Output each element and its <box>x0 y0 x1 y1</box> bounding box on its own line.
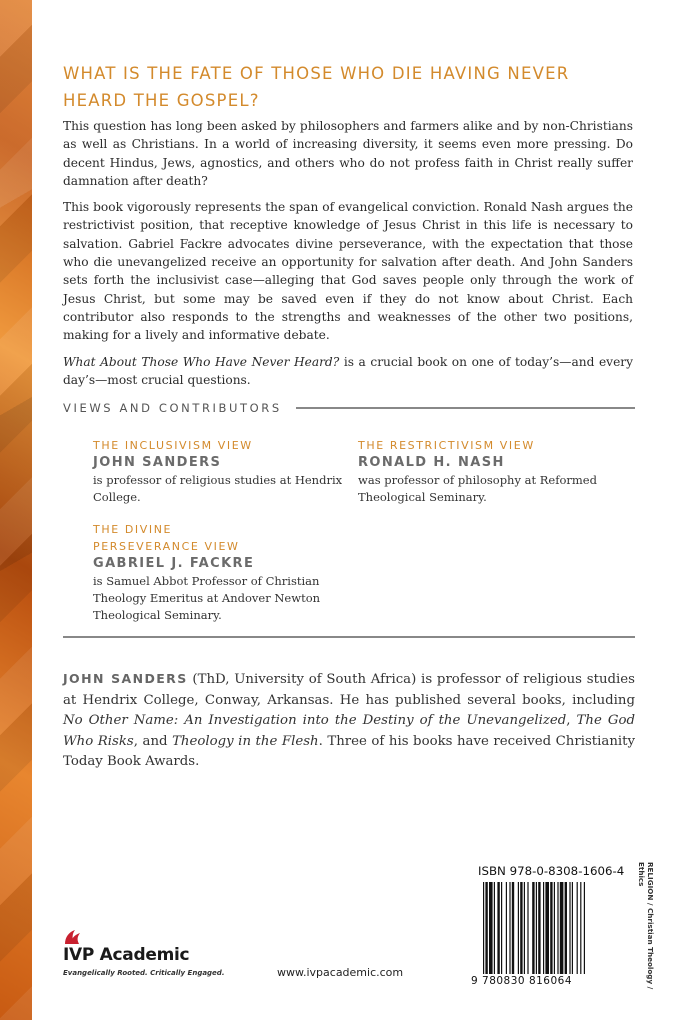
barcode-bar <box>485 882 487 974</box>
bio-author-name: JOHN SANDERS <box>63 671 188 686</box>
bio-text-1: (ThD, University of South Africa) is professor of religious studies at Hendrix College, Conway, Arkansas. He has published several books, including <box>63 672 635 708</box>
publisher-logo <box>63 929 225 979</box>
restrictivism-view-label: THE RESTRICTIVISM VIEW <box>358 439 535 452</box>
barcode-digits: 9 780830 816064 <box>471 975 573 987</box>
bio-book-3: Theology in the Flesh <box>172 733 319 749</box>
intro-paragraph-3-rest: is a crucial book on one of today’s—and every day’s—most crucial questions. <box>63 354 633 387</box>
barcode-bar <box>565 882 567 974</box>
inclusivism-contributor-name: JOHN SANDERS <box>93 455 222 470</box>
publisher-url[interactable]: www.ivpacademic.com <box>277 966 404 979</box>
views-heading-rule <box>296 407 635 409</box>
author-bio <box>63 669 635 773</box>
views-heading <box>63 401 635 415</box>
ivp-flame-icon <box>63 929 83 945</box>
section-divider <box>63 636 635 638</box>
intro-paragraph-2: This book vigorously represents the span of evangelical conviction. Ronald Nash argues the restrictivist position, that receptive knowledge of Jesus Christ in this life is necessary to salvation. Gabriel Fackre advocates divine perseverance, with the expectation that those who die unevangelized receive an opportunity for salvation after death. And John Sanders sets forth the inclusivist case—alleging that God saves people only through the work of Jesus Christ, but some may be saved even if they do not know about Christ. Each contributor also responds to the strengths and weaknesses of the other two positions, making for a lively and informative debate. <box>63 200 633 343</box>
barcode-bar <box>557 882 558 974</box>
barcode-bar <box>584 882 585 974</box>
bio-book-1: No Other Name: An Investigation into the Destiny of the Unevangelized <box>63 713 567 728</box>
publisher-name: IVP Academic <box>63 945 190 965</box>
barcode-bar <box>527 882 528 974</box>
bio-text-2: , <box>566 713 577 728</box>
intro-paragraph-1: This question has long been asked by philosophers and farmers alike and by non-Christians as well as Christians. In a world of increasing diversity, it seems even more pressing. Do decent Hindus, Jews, agnostics, and others who do not profess faith in Christ really suffer damnation after death? <box>63 119 633 188</box>
barcode-bar <box>483 882 484 974</box>
restrictivism-view <box>358 437 608 506</box>
barcode-bar <box>512 882 514 974</box>
bio-book-2: The God Who Risks <box>63 713 635 749</box>
bio-text-3: , and <box>133 733 173 749</box>
barcode-bar <box>497 882 499 974</box>
barcode-bar <box>532 882 534 974</box>
barcode-bar <box>554 882 555 974</box>
divine-contributor-desc: is Samuel Abbot Professor of Christian Theology Emeritus at Andover Newton Theological Seminary. <box>93 574 321 622</box>
inclusivism-view <box>93 437 343 506</box>
intro-paragraph-3 <box>63 353 633 390</box>
barcode-bar <box>538 882 540 974</box>
bio-text-4: . Three of his books have received Christianity Today Book Awards. <box>63 733 635 769</box>
barcode-bar <box>545 882 549 974</box>
barcode-bar <box>518 882 519 974</box>
headline: WHAT IS THE FATE OF THOSE WHO DIE HAVING NEVER HEARD THE GOSPEL? <box>63 64 570 110</box>
divine-contributor-name: GABRIEL J. FACKRE <box>93 556 255 571</box>
barcode-bar <box>580 882 581 974</box>
barcode-bar <box>569 882 570 974</box>
barcode-bar <box>506 882 507 974</box>
divine-view-label-line1: THE DIVINE <box>93 523 173 536</box>
barcode-bar <box>489 882 493 974</box>
views-heading-label: VIEWS AND CONTRIBUTORS <box>63 401 282 415</box>
inclusivism-view-label: THE INCLUSIVISM VIEW <box>93 439 253 452</box>
barcode <box>483 882 623 974</box>
inclusivism-contributor-desc: is professor of religious studies at Hendrix College. <box>93 473 343 504</box>
barcode-bar <box>543 882 544 974</box>
bisac-category: RELIGION / Christian Theology / Ethics <box>637 862 655 990</box>
barcode-bar <box>560 882 564 974</box>
barcode-bar <box>520 882 522 974</box>
barcode-bar <box>536 882 537 974</box>
restrictivism-contributor-desc: was professor of philosophy at Reformed Theological Seminary. <box>358 473 597 504</box>
decorative-orange-stripe <box>0 0 32 1020</box>
publisher-tagline: Evangelically Rooted. Critically Engaged. <box>63 969 225 977</box>
barcode-bar <box>572 882 573 974</box>
barcode-bar <box>524 882 525 974</box>
divine-view-label-line2: PERSEVERANCE VIEW <box>93 540 240 553</box>
intro-text <box>63 117 633 397</box>
restrictivism-contributor-name: RONALD H. NASH <box>358 455 505 470</box>
barcode-bar <box>501 882 502 974</box>
book-title: What About Those Who Have Never Heard? <box>63 354 340 369</box>
barcode-bar <box>577 882 578 974</box>
isbn-label: ISBN 978-0-8308-1606-4 <box>478 864 625 878</box>
divine-perseverance-view <box>93 521 343 624</box>
barcode-bar <box>509 882 510 974</box>
barcode-bar <box>550 882 552 974</box>
barcode-bar <box>494 882 495 974</box>
